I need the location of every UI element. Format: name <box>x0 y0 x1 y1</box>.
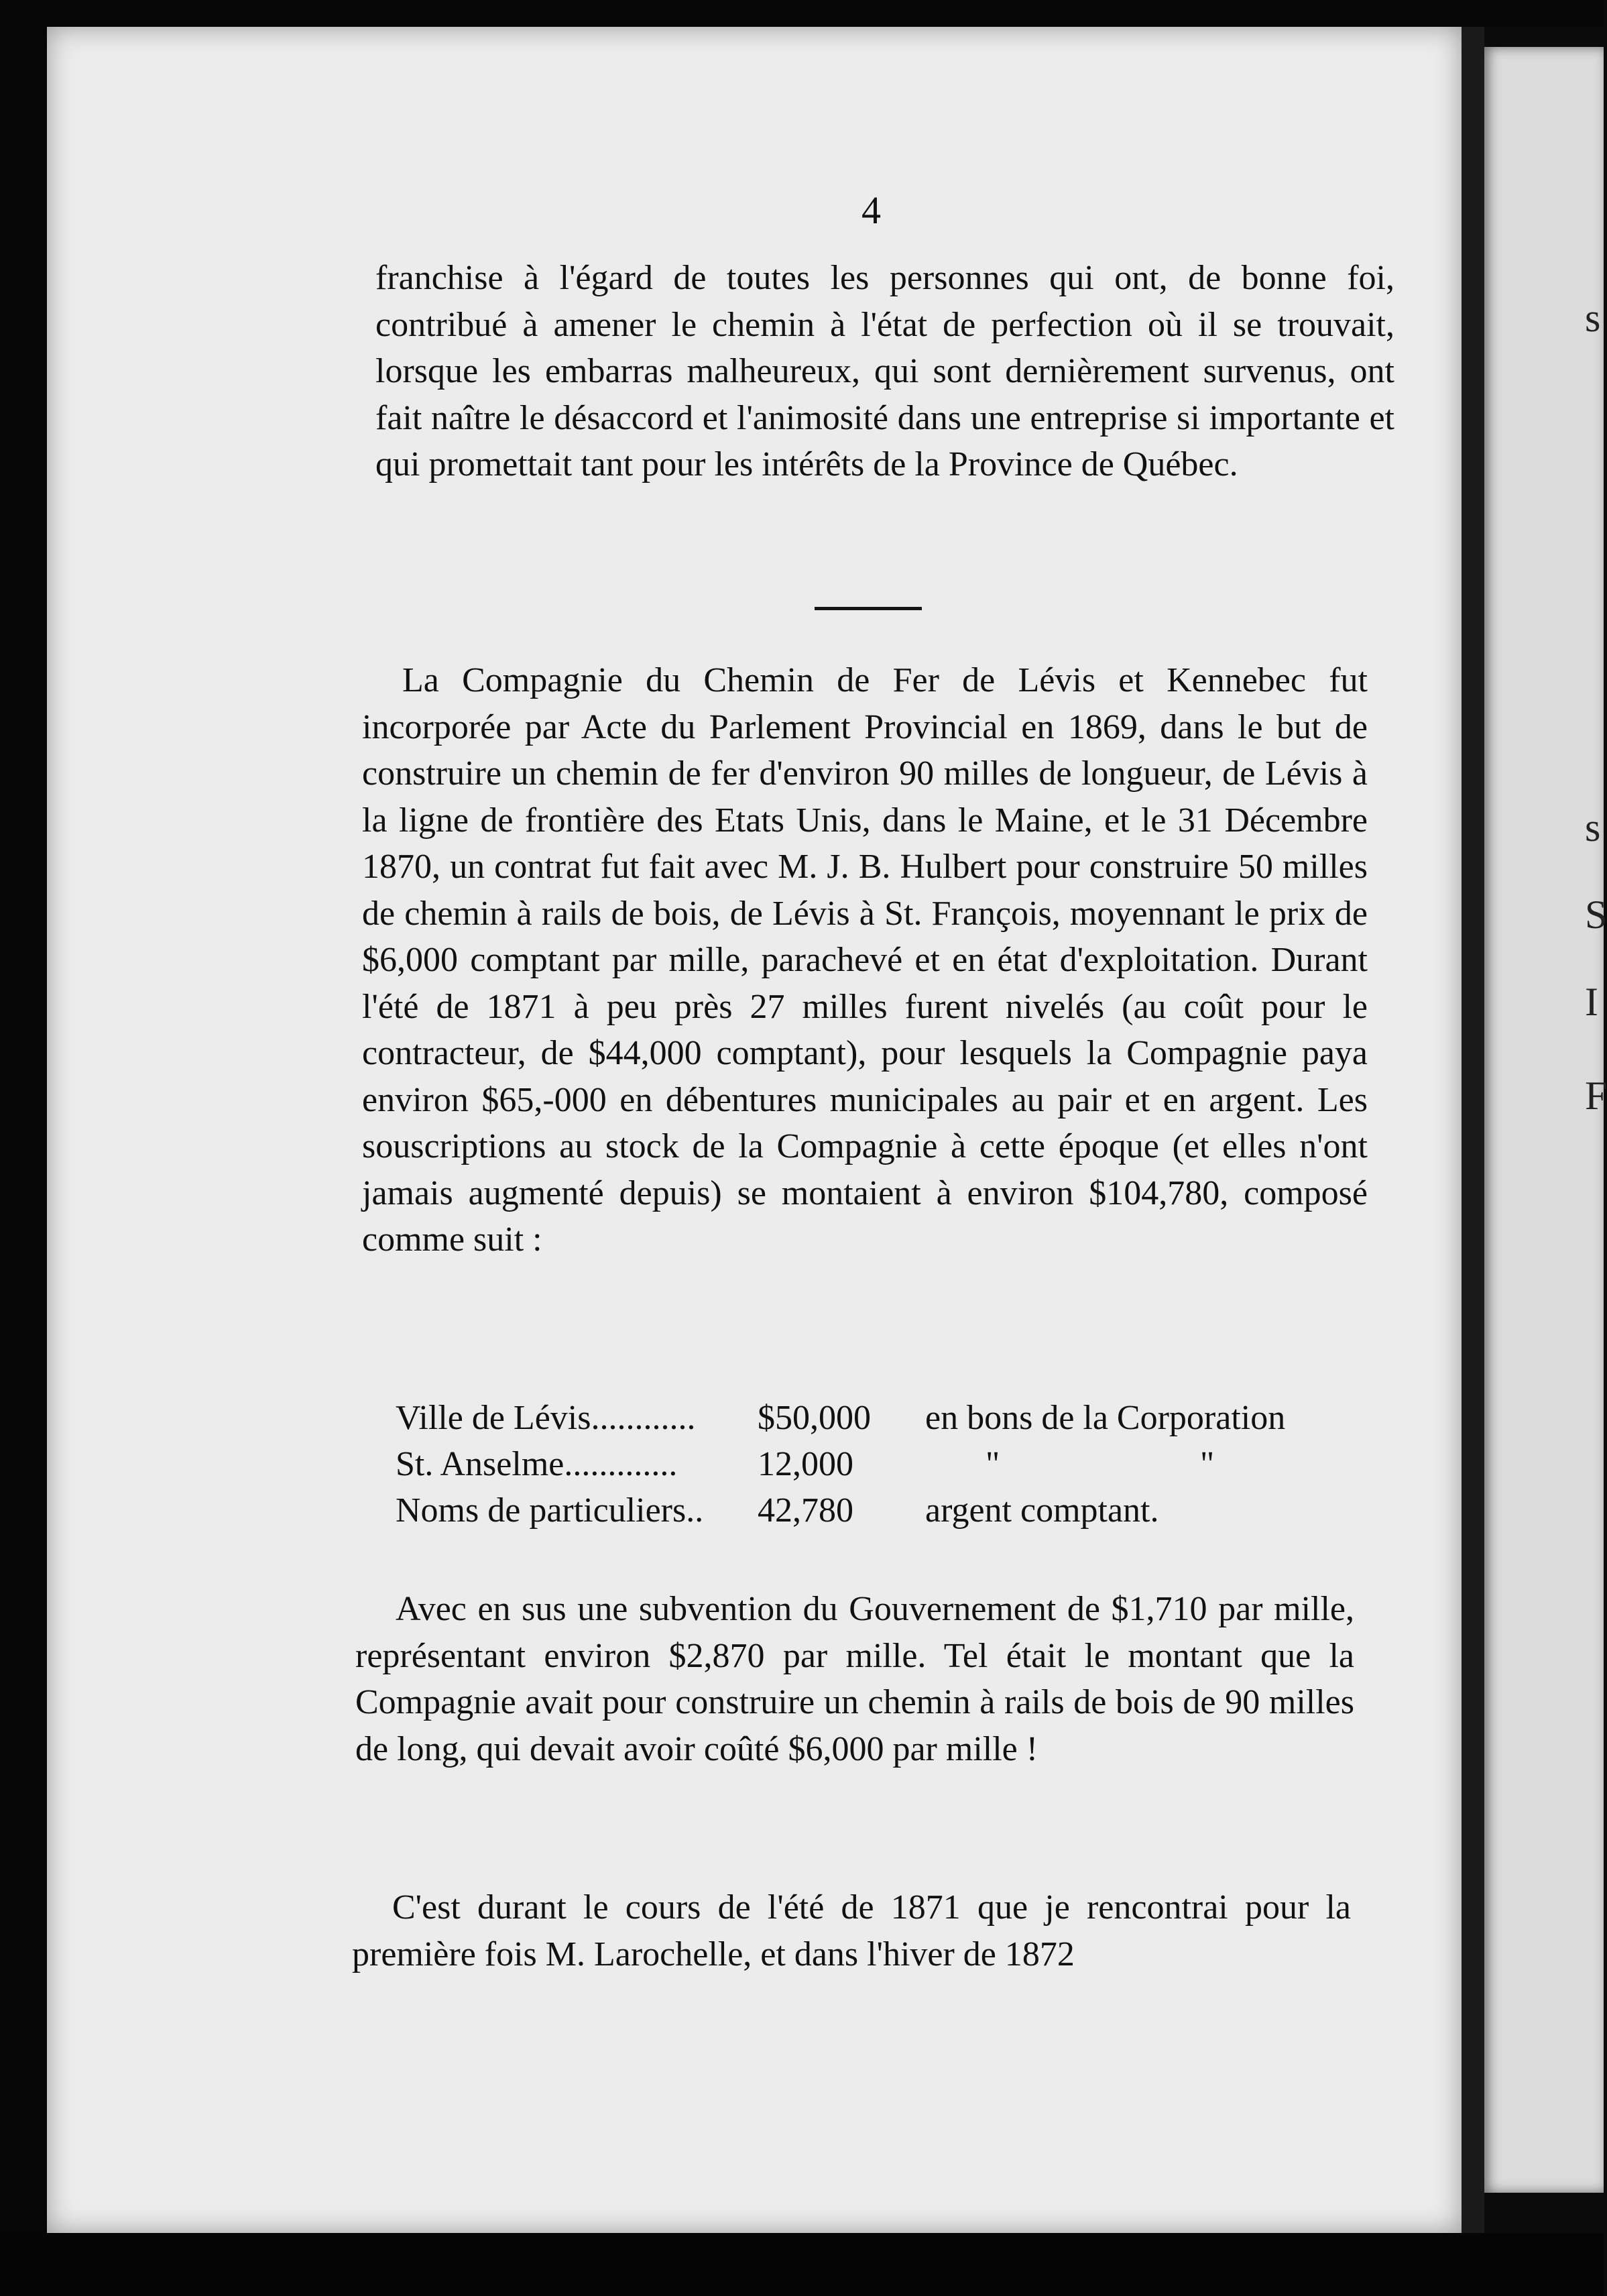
scan-border-left <box>0 0 47 2296</box>
subscription-note: en bons de la Corporation <box>925 1399 1286 1437</box>
adjacent-page-strip <box>1484 47 1607 2193</box>
subscription-note: " <box>986 1445 1000 1483</box>
paragraph-continuation <box>375 255 1394 488</box>
subscriber-name: St. Anselme............. <box>396 1445 678 1483</box>
ditto-mark: " <box>1200 1445 1215 1483</box>
paragraph-company-history <box>362 657 1368 1263</box>
paragraph-subsidy <box>355 1586 1354 1772</box>
subscriber-name: Noms de particuliers.. <box>396 1491 704 1530</box>
adjacent-page-mark: s <box>1585 296 1601 340</box>
adjacent-page-mark: S <box>1585 893 1607 937</box>
paragraph-text: franchise à l'égard de toutes les personnes qui ont, de bonne foi, contribué à amener le chemin à l'état de perfection où il se trouvait, lorsque les embarras malheureux, qui sont dernièrement survenus, ont fait naître le désaccord et l'animosité dans une entreprise si importante et qui promettait tant pour les intérêts de la Province de Québec. <box>375 259 1394 483</box>
subscription-amount: $50,000 <box>758 1399 871 1437</box>
subscriber-name: Ville de Lévis............ <box>396 1399 696 1437</box>
adjacent-page-mark: F <box>1585 1074 1607 1118</box>
scan-border-bottom <box>0 2233 1604 2296</box>
adjacent-page-mark: s <box>1585 805 1601 850</box>
scan-border-top <box>0 0 1604 27</box>
subscription-amount: 12,000 <box>758 1445 853 1483</box>
subscription-amount: 42,780 <box>758 1491 853 1530</box>
adjacent-page-mark: I <box>1585 980 1598 1024</box>
paragraph-larochelle <box>352 1884 1351 1977</box>
section-divider <box>815 607 922 610</box>
subscription-note: argent comptant. <box>925 1491 1159 1530</box>
page-number: 4 <box>861 188 881 232</box>
paragraph-text: Avec en sus une subvention du Gouvernement de $1,710 par mille, représentant environ $2,870 par mille. Tel était le montant que la Compagnie avait pour construire un chemin à rails de bois de 90 milles de long, qui devait avoir coûté $6,000 par mille ! <box>355 1590 1354 1768</box>
paragraph-text: La Compagnie du Chemin de Fer de Lévis et Kennebec fut incorporée par Acte du Parlement Provincial en 1869, dans le but de construire un chemin de fer d'environ 90 milles de longueur, de Lévis à la ligne de frontière des Etats Unis, dans le Maine, et le 31 Décembre 1870, un contrat fut fait avec M. J. B. Hulbert pour construire 50 milles de chemin à rails de bois, de Lévis à St. François, moyennant le prix de $6,000 comptant par mille, parachevé et en état d'exploitation. Durant l'été de 1871 à peu près 27 milles furent nivelés (au coût pour le contracteur, de $44,000 comptant), pour lesquels la Compagnie paya environ $65,-000 en débentures municipales au pair et en argent. Les souscriptions au stock de la Compagnie à cette époque (et elles n'ont jamais augmenté depuis) se montaient à environ $104,780, composé comme suit : <box>362 661 1368 1259</box>
page-gutter-shadow <box>1462 27 1484 2233</box>
paragraph-text: C'est durant le cours de l'été de 1871 que je rencontrai pour la première fois M. Larochelle, et dans l'hiver de 1872 <box>352 1888 1351 1973</box>
